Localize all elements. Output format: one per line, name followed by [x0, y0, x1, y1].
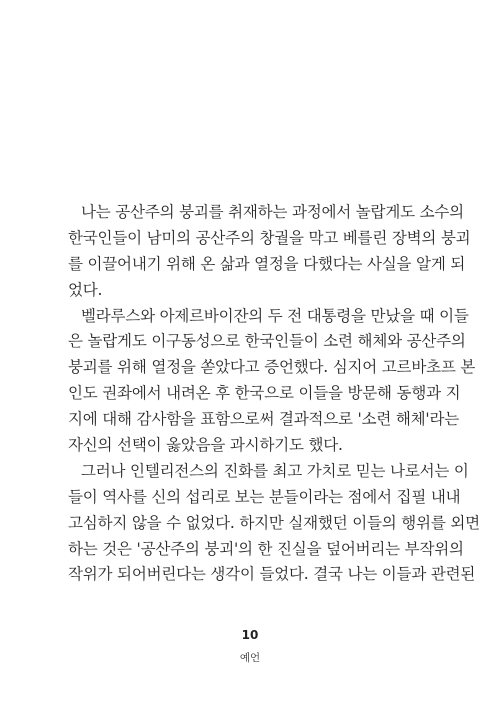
text-line: 를 이끌어내기 위해 온 삶과 열정을 다했다는 사실을 알게 되: [68, 254, 466, 273]
text-line: 었다.: [68, 280, 103, 299]
text-line: 들이 역사를 신의 섭리로 보는 분들이라는 점에서 집필 내내: [68, 487, 461, 506]
text-line: 그러나 인텔리전스의 진화를 최고 가치로 믿는 나로서는 이: [81, 461, 469, 480]
running-title: 예언: [239, 652, 261, 664]
text-line: 은 놀랍게도 이구동성으로 한국인들이 소련 해체와 공산주의: [68, 332, 466, 351]
text-line: 나는 공산주의 붕괴를 취재하는 과정에서 놀랍게도 소수의: [81, 203, 464, 221]
text-line: 인도 권좌에서 내려온 후 한국으로 이들을 방문해 동행과 지: [68, 384, 461, 403]
text-line: 붕괴를 위해 열정을 쏟았다고 증언했다. 심지어 고르바초프 본: [68, 358, 476, 377]
paragraph-2: [68, 304, 476, 459]
text-line: 지에 대해 감사함을 표함으로써 결과적으로 '소련 해체'라는: [68, 410, 460, 429]
text-line: 작위가 되어버린다는 생각이 들었다. 결국 나는 이들과 관련된: [68, 565, 476, 584]
text-line: 하는 것은 '공산주의 붕괴'의 한 진실을 덮어버리는 부작위의: [68, 539, 464, 558]
body-text: [68, 200, 480, 588]
page-number: 10: [241, 628, 259, 642]
text-line: 벨라루스와 아제르바이잔의 두 전 대통령을 만났을 때 이들: [81, 306, 469, 325]
text-line: 자신의 선택이 옳았음을 과시하기도 했다.: [68, 436, 343, 455]
text-line: 한국인들이 남미의 공산주의 창궐을 막고 베를린 장벽의 붕괴: [68, 228, 471, 247]
text-line: 고심하지 않을 수 없었다. 하지만 실재했던 이들의 행위를 외면: [68, 513, 480, 532]
paragraph-1: [68, 200, 471, 304]
paragraph-3: [68, 459, 480, 588]
